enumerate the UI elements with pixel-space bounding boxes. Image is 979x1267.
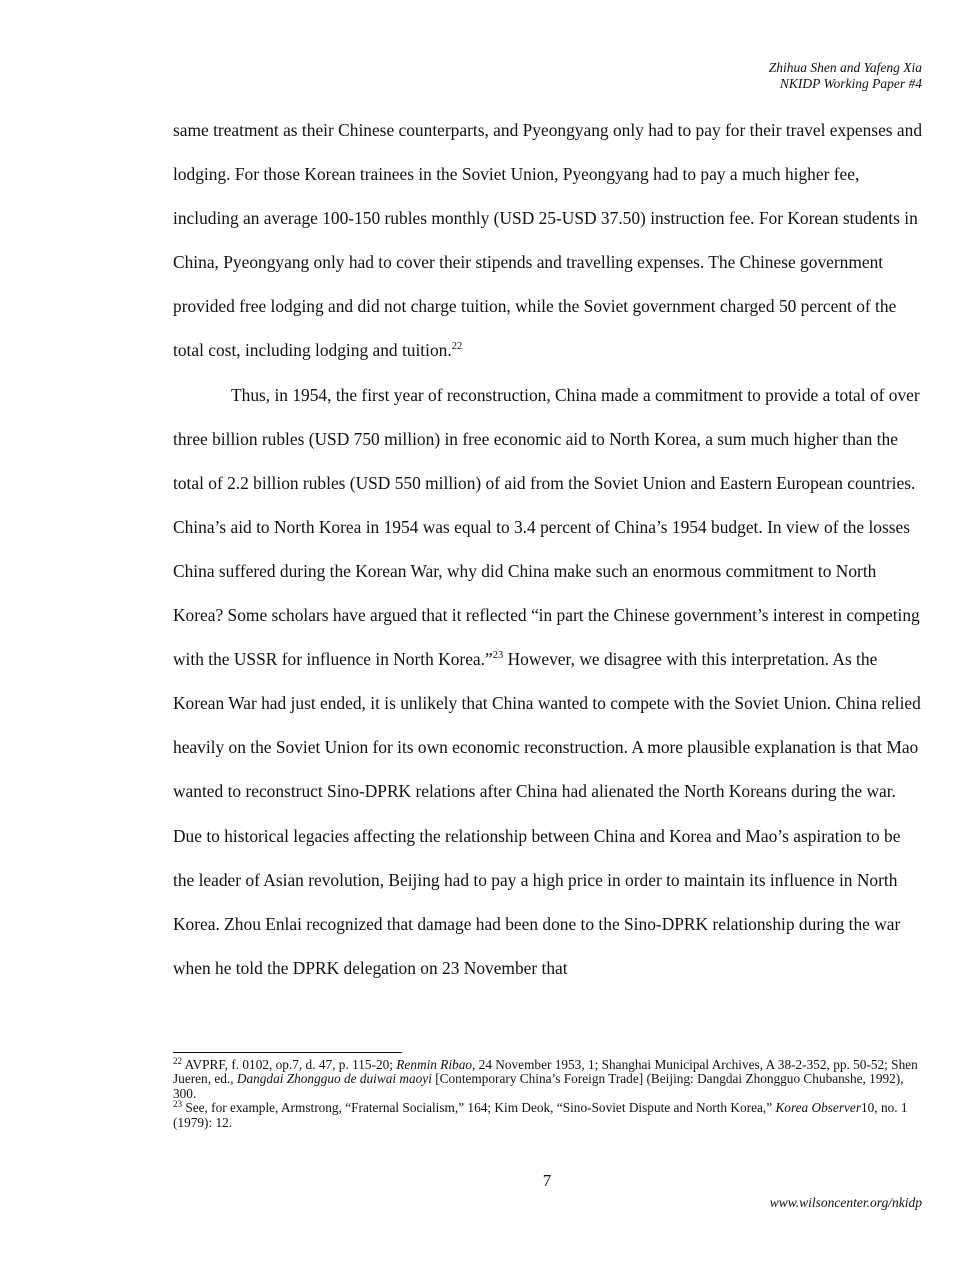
- page-number: 7: [542, 1171, 552, 1190]
- footnote-22-text-2: , 24 November 1953, 1; Shanghai Municipal Archives, A 38-2-352, pp. 50-52; Shen Jueren, ed.,: [173, 1057, 918, 1087]
- header-authors: Zhihua Shen and Yafeng Xia: [768, 60, 922, 75]
- footnote-22-italic-2: Dangdai Zhongguo de duiwai maoyi: [236, 1071, 432, 1087]
- footnote-22-italic-1: Renmin Ribao: [396, 1057, 473, 1072]
- footnote-23-text-2: 10, no. 1 (1979): 12.: [173, 1100, 908, 1130]
- footnote-23-italic-1: Korea Observer: [775, 1100, 861, 1116]
- footnote-22: [173, 1058, 925, 1101]
- footnote-23-number: 23: [173, 1099, 182, 1110]
- footnote-23-text-1: See, for example, Armstrong, “Fraternal Socialism,” 164; Kim Deok, “Sino-Soviet Dispute and North Korea,”: [182, 1100, 776, 1116]
- footnote-22-text-1: AVPRF, f. 0102, op.7, d. 47, p. 115-20;: [182, 1057, 397, 1072]
- header-series: NKIDP Working Paper #4: [779, 76, 922, 91]
- paragraph-2-text-a: Thus, in 1954, the first year of reconstruction, China made a commitment to provide a total of over three billion rubles (USD 750 million) in free economic aid to North Korea, a sum much higher than the total of 2.2 billion rubles (USD 550 million) of aid from the Soviet Union and Eastern European countries. China’s aid to North Korea in 1954 was equal to 3.4 percent of China’s 1954 budget. In view of the losses China suffered during the Korean War, why did China make such an enormous commitment to North Korea? Some scholars have argued that it reflected “in part the Chinese government’s interest in competing with the USSR for influence in North Korea.”: [173, 384, 920, 670]
- footnote-ref-23[interactable]: 23: [492, 650, 504, 662]
- paragraph-2: [173, 373, 925, 990]
- footnote-ref-22[interactable]: 22: [451, 341, 463, 353]
- footer-url[interactable]: www.wilsoncenter.org/nkidp: [769, 1195, 922, 1210]
- footnote-22-text-3: [Contemporary China’s Foreign Trade] (Beijing: Dangdai Zhongguo Chubanshe, 1992), 300.: [173, 1071, 904, 1101]
- footnote-22-number: 22: [173, 1056, 182, 1066]
- paragraph-1: [173, 108, 925, 373]
- paragraph-2-text-b: However, we disagree with this interpretation. As the Korean War had just ended, it is unlikely that China wanted to compete with the Soviet Union. China relied heavily on the Soviet Union for its own economic reconstruction. A more plausible explanation is that Mao wanted to reconstruct Sino-DPRK relations after China had alienated the North Koreans during the war. Due to historical legacies affecting the relationship between China and Korea and Mao’s aspiration to be the leader of Asian revolution, Beijing had to pay a high price in order to maintain its influence in North Korea. Zhou Enlai recognized that damage had been done to the Sino-DPRK relationship during the war when he told the DPRK delegation on 23 November that: [173, 649, 921, 978]
- body-text: [173, 108, 925, 990]
- footnote-separator: [173, 1052, 402, 1053]
- running-header: [769, 60, 922, 92]
- footnote-23: [173, 1101, 925, 1130]
- footnotes: [173, 1058, 925, 1130]
- paragraph-1-text: same treatment as their Chinese counterparts, and Pyeongyang only had to pay for their travel expenses and lodging. For those Korean trainees in the Soviet Union, Pyeongyang had to pay a much higher fee, including an average 100-150 rubles monthly (USD 25-USD 37.50) instruction fee. For Korean students in China, Pyeongyang only had to cover their stipends and travelling expenses. The Chinese government provided free lodging and did not charge tuition, while the Soviet government charged 50 percent of the total cost, including lodging and tuition.: [173, 120, 923, 361]
